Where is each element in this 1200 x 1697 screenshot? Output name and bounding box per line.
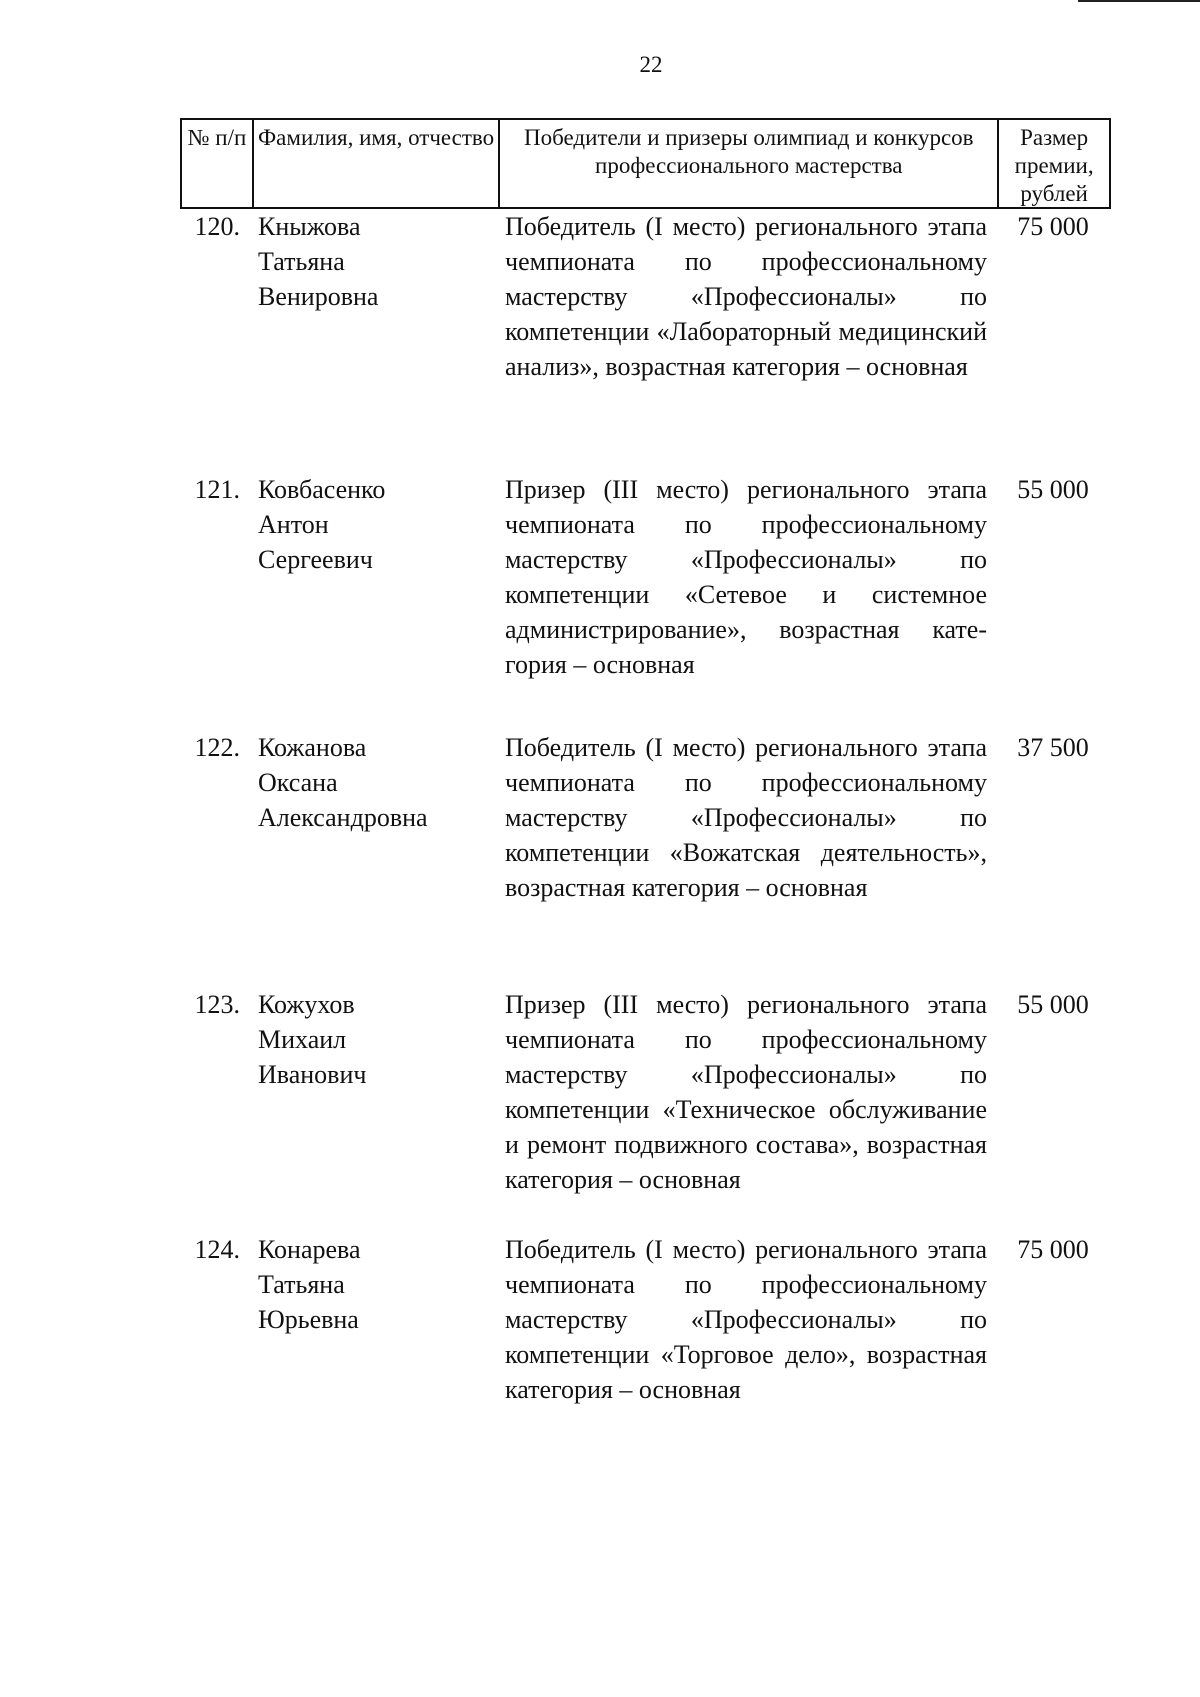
person-name — [258, 987, 488, 1092]
page-number: 22 — [639, 52, 663, 77]
row-number: 122. — [194, 733, 240, 762]
award-amount: 55 000 — [1017, 990, 1089, 1019]
surname: Ковбасенко — [258, 475, 386, 504]
header-name: Фамилия, имя, отчество — [252, 120, 498, 207]
achievement-description: Победитель (I место) регионального этапа чемпионата по профессиональному мастерству «Профессионалы» по компетенции «Лабораторный медицинский анализ», возрастная категория – основная — [505, 212, 987, 381]
first-name: Михаил — [258, 1025, 347, 1054]
award-amount: 37 500 — [1017, 733, 1089, 762]
row-number: 121. — [194, 475, 240, 504]
award-amount: 55 000 — [1017, 475, 1089, 504]
person-name — [258, 730, 488, 835]
row-number: 123. — [194, 990, 240, 1019]
row-number: 124. — [194, 1235, 240, 1264]
first-name: Татьяна — [258, 1270, 345, 1299]
person-name — [258, 472, 488, 577]
patronymic: Сергеевич — [258, 545, 373, 574]
table-header — [180, 118, 1111, 209]
achievement-description: Победитель (I место) регионального этапа чемпионата по профессиональному мастерству «Профессионалы» по компетенции «Торговое дело», возрастная категория – основная — [505, 1235, 987, 1404]
surname: Кныжова — [258, 212, 361, 241]
person-name — [258, 209, 488, 314]
header-number: № п/п — [187, 125, 247, 150]
surname: Кожухов — [258, 990, 355, 1019]
patronymic: Иванович — [258, 1060, 367, 1089]
top-edge-rule — [1078, 0, 1200, 2]
patronymic: Юрьевна — [258, 1305, 359, 1334]
patronymic: Александровна — [258, 803, 428, 832]
achievement-description: Призер (III место) регионального этапа чемпионата по профессиональному мастерству «Профессионалы» по компетенции «Сетевое и системное администрирование», возрастная категория – основная — [505, 475, 987, 679]
header-award: Размер премии, рублей — [997, 120, 1109, 207]
surname: Кожанова — [258, 733, 367, 762]
first-name: Татьяна — [258, 247, 345, 276]
first-name: Антон — [258, 510, 329, 539]
first-name: Оксана — [258, 768, 338, 797]
award-amount: 75 000 — [1017, 1235, 1089, 1264]
patronymic: Венировна — [258, 282, 379, 311]
surname: Конарева — [258, 1235, 361, 1264]
achievement-description: Победитель (I место) регионального этапа чемпионата по профессиональному мастерству «Профессионалы» по компетенции «Вожатская деятельность», возрастная категория – основная — [505, 733, 987, 902]
award-amount: 75 000 — [1017, 212, 1089, 241]
row-number: 120. — [194, 212, 240, 241]
achievement-description: Призер (III место) регионального этапа чемпионата по профессиональному мастерству «Профессионалы» по компетенции «Техническое обслуживание и ремонт подвижного состава», возрастная категория – основная — [505, 990, 987, 1194]
person-name — [258, 1232, 488, 1337]
header-description: Победители и призеры олимпиад и конкурсов профессионального мастерства — [498, 120, 997, 207]
